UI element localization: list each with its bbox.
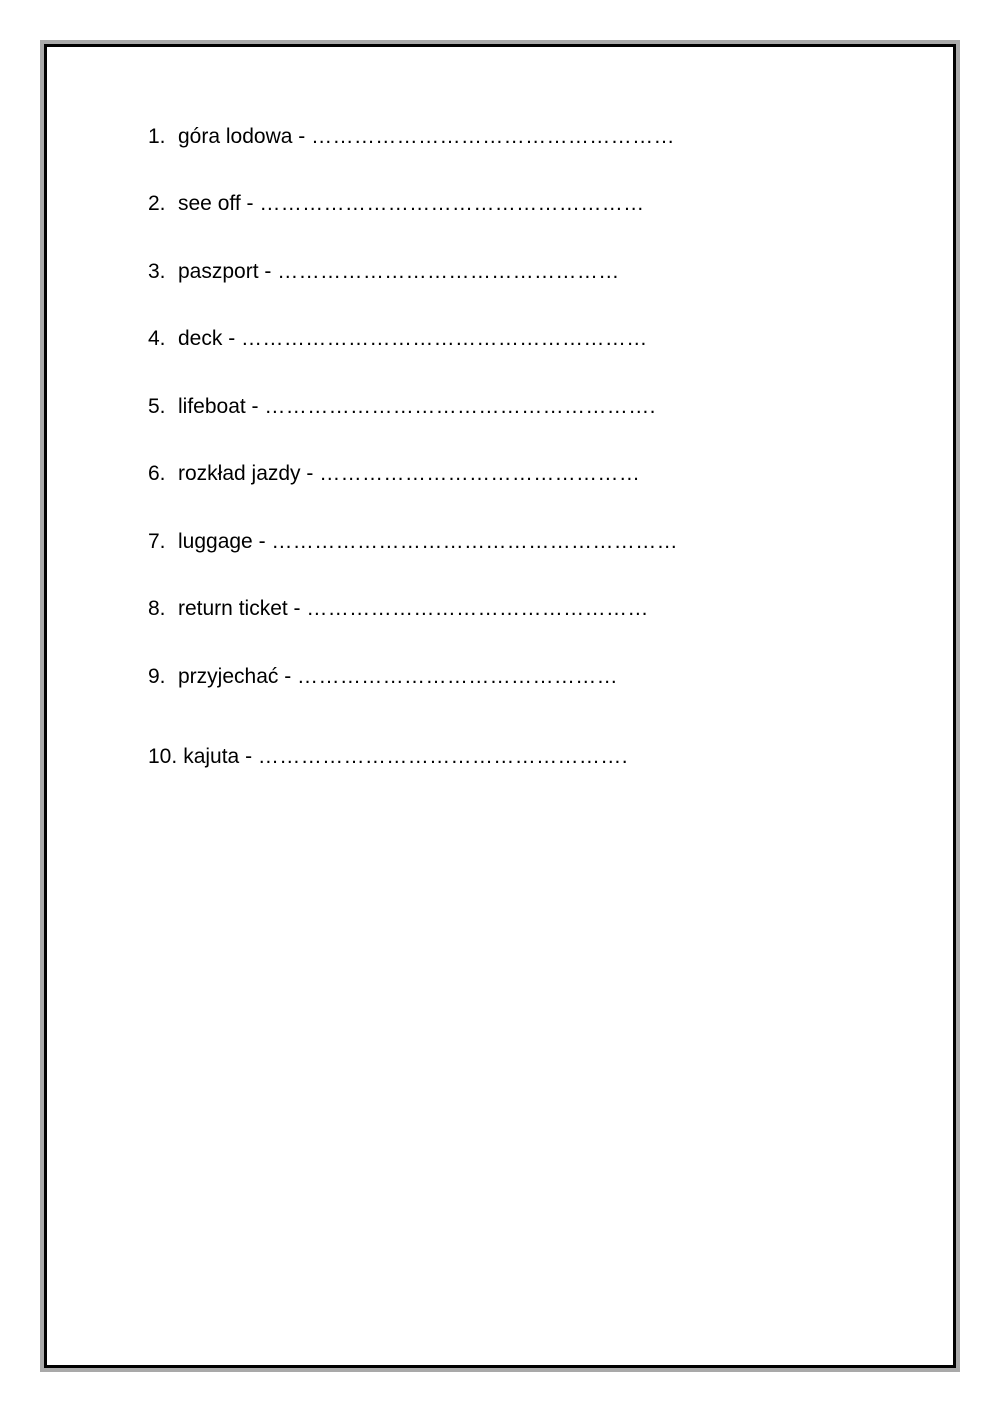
item-term: rozkład jazdy - <box>178 462 320 485</box>
item-number: 3. <box>148 260 166 283</box>
item-number: 1. <box>148 125 166 148</box>
list-item <box>148 746 628 767</box>
list-item <box>148 463 640 484</box>
item-term: góra lodowa - <box>178 125 312 148</box>
item-term: kajuta - <box>183 745 258 768</box>
answer-blank: ………………………………………… <box>277 260 620 283</box>
answer-blank: ………………………………………… <box>306 597 649 620</box>
answer-blank: …………………………………………… <box>311 125 675 148</box>
item-number: 2. <box>148 192 166 215</box>
answer-blank: ……………………………………………… <box>259 192 645 215</box>
item-term: przyjechać - <box>178 665 298 688</box>
item-number: 5. <box>148 395 166 418</box>
item-number: 4. <box>148 327 166 350</box>
worksheet-page <box>44 44 956 1368</box>
answer-blank: ……………………………………………. <box>257 745 628 768</box>
answer-blank: ………………………………………………. <box>264 395 656 418</box>
list-item <box>148 193 645 214</box>
item-term: paszport - <box>178 260 278 283</box>
list-item <box>148 126 675 147</box>
list-item <box>148 396 656 417</box>
list-item <box>148 531 678 552</box>
item-term: return ticket - <box>178 597 307 620</box>
item-number: 8. <box>148 597 166 620</box>
list-item <box>148 328 648 349</box>
item-number: 9. <box>148 665 166 688</box>
page-border <box>40 40 960 1372</box>
list-item <box>148 666 618 687</box>
item-number: 7. <box>148 530 166 553</box>
answer-blank: ………………………………………………… <box>271 530 679 553</box>
answer-blank: ……………………………………… <box>297 665 619 688</box>
list-item <box>148 598 649 619</box>
item-term: deck - <box>178 327 242 350</box>
answer-blank: ……………………………………… <box>319 462 641 485</box>
exercise-list <box>47 47 953 1365</box>
item-term: luggage - <box>178 530 272 553</box>
item-number: 6. <box>148 462 166 485</box>
item-term: lifeboat - <box>178 395 265 418</box>
item-term: see off - <box>178 192 260 215</box>
list-item <box>148 261 620 282</box>
answer-blank: ………………………………………………… <box>241 327 648 350</box>
item-number: 10. <box>148 745 178 768</box>
